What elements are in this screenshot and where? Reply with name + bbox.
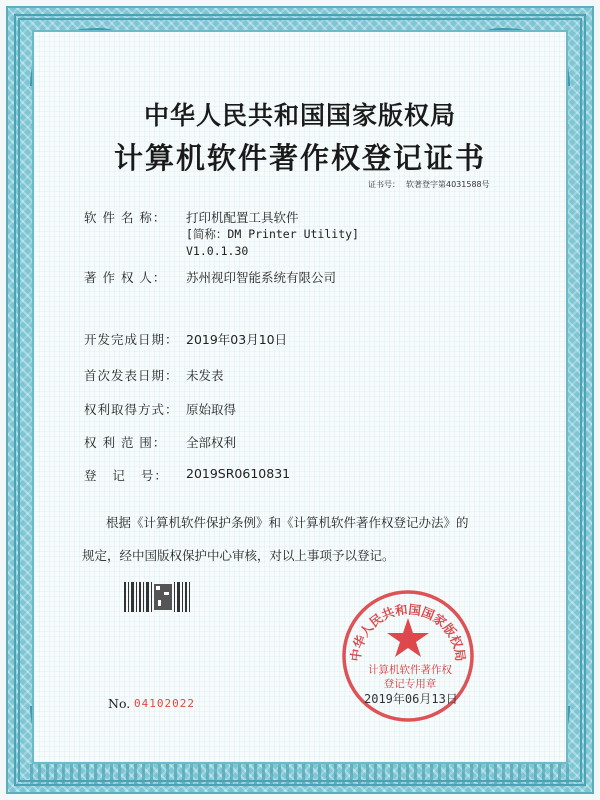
field-value-rights-scope: 全部权利: [186, 435, 237, 450]
field-value-acquisition-method: 原始取得: [186, 402, 237, 417]
field-label-acquisition-method: 权利取得方式：: [84, 402, 179, 417]
serial-label: No.: [108, 696, 131, 711]
field-value-completion-date: 2019年03月10日: [186, 332, 288, 347]
certificate-number: [368, 179, 496, 190]
certificate-number-label: 证书号：: [368, 180, 400, 189]
field-label-first-publish-date: 首次发表日期：: [84, 368, 179, 383]
seal-text-line1: 计算机软件著作权: [368, 664, 452, 676]
certificate-number-value: 软著登字第4031588号: [406, 180, 490, 189]
certificate-title: 计算机软件著作权登记证书: [113, 141, 486, 175]
field-label-copyright-owner: 著 作 权 人：: [84, 270, 167, 285]
issuer-title: 中华人民共和国国家版权局: [143, 101, 456, 130]
serial-number: 04102022: [134, 697, 195, 710]
field-value-registration-number: 2019SR0610831: [186, 466, 291, 481]
field-value-first-publish-date: 未发表: [186, 368, 224, 383]
issue-date: 2019年06月13日: [364, 692, 458, 706]
field-label-registration-number: 登 记 号：: [84, 468, 168, 483]
field-value-short-name: [简称：DM Printer Utility]: [186, 227, 359, 241]
barcode-image: [124, 582, 192, 612]
field-value-copyright-owner: 苏州视印智能系统有限公司: [186, 270, 337, 285]
legal-paragraph-line1: 根据《计算机软件保护条例》和《计算机软件著作权登记办法》的: [106, 515, 469, 530]
seal-text-line2: 登记专用章: [383, 678, 437, 690]
field-label-software-name: 软 件 名 称：: [84, 210, 167, 225]
field-value-version: V1.0.1.30: [186, 244, 249, 258]
field-value-software-name: 打印机配置工具软件: [186, 210, 299, 225]
field-label-completion-date: 开发完成日期：: [84, 332, 179, 347]
bottom-key-pattern: [30, 764, 570, 784]
field-label-rights-scope: 权 利 范 围：: [84, 435, 167, 450]
seal-ring-text: 中华人民共和国国家版权局: [347, 601, 469, 663]
legal-paragraph-line2: 规定，经中国版权保护中心审核，对以上事项予以登记。: [82, 548, 395, 563]
